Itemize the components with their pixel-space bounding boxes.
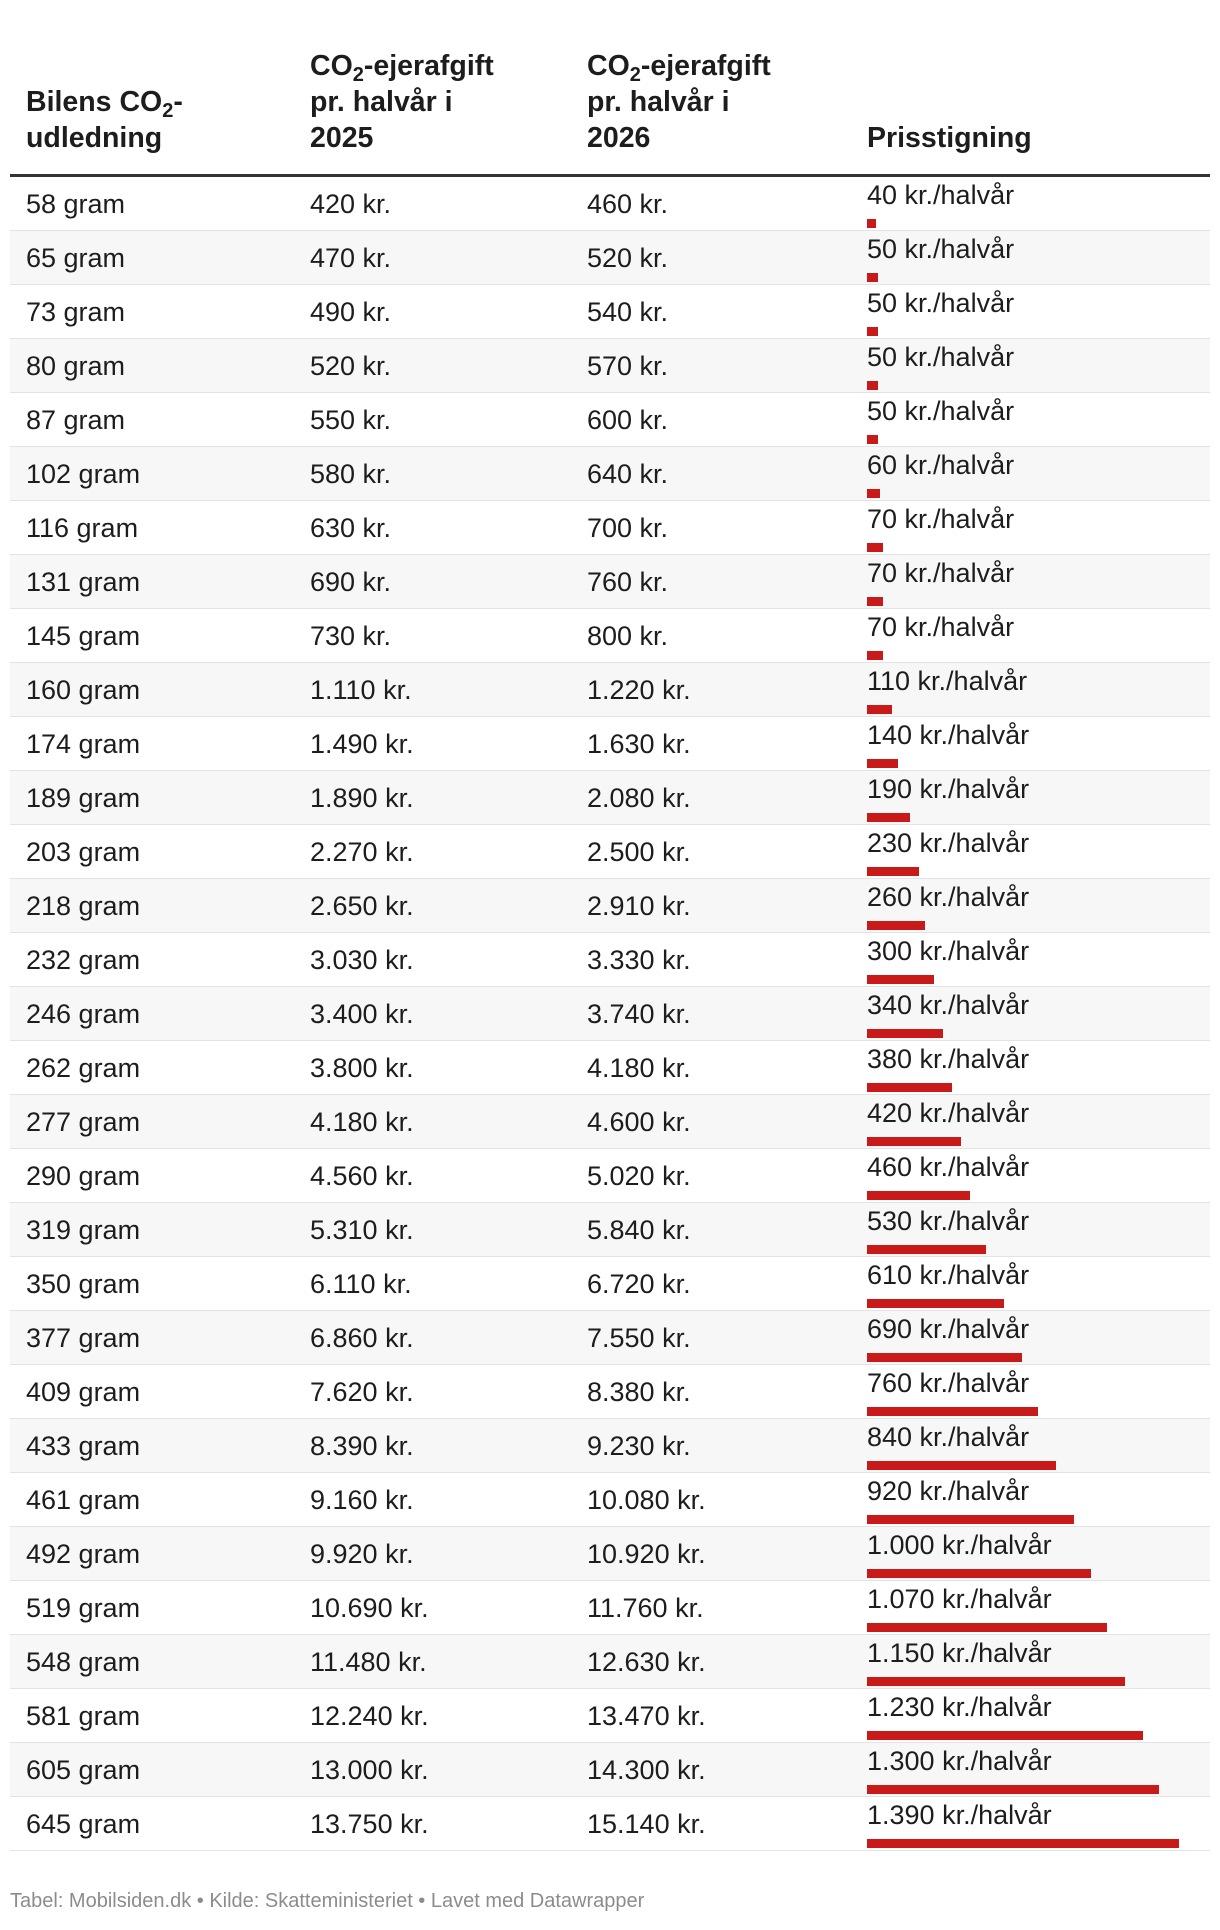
emission-cell: 160 gram bbox=[26, 675, 141, 705]
emission-cell: 277 gram bbox=[26, 1107, 141, 1137]
increase-bar bbox=[867, 381, 878, 390]
increase-bar bbox=[867, 543, 883, 552]
tax-2025-cell: 13.000 kr. bbox=[310, 1755, 429, 1785]
increase-label: 1.300 kr./halvår bbox=[867, 1746, 1052, 1776]
increase-bar bbox=[867, 1515, 1074, 1524]
increase-label: 1.150 kr./halvår bbox=[867, 1638, 1052, 1668]
tax-2025-cell: 1.110 kr. bbox=[310, 675, 412, 705]
increase-label: 70 kr./halvår bbox=[867, 612, 1015, 642]
increase-label: 110 kr./halvår bbox=[867, 666, 1028, 696]
table-body bbox=[10, 177, 1210, 1851]
emission-cell: 519 gram bbox=[26, 1593, 141, 1623]
emission-cell: 581 gram bbox=[26, 1701, 141, 1731]
tax-2025-cell: 2.270 kr. bbox=[310, 837, 414, 867]
tax-2025-cell: 550 kr. bbox=[310, 405, 392, 435]
emission-cell: 433 gram bbox=[26, 1431, 141, 1461]
tax-2026-cell: 13.470 kr. bbox=[587, 1701, 706, 1731]
table-row bbox=[10, 1635, 1210, 1689]
table-row bbox=[10, 663, 1210, 717]
increase-bar bbox=[867, 1083, 952, 1092]
tax-2026-cell: 600 kr. bbox=[587, 405, 669, 435]
emission-cell: 203 gram bbox=[26, 837, 141, 867]
increase-bar bbox=[867, 1191, 970, 1200]
increase-bar bbox=[867, 759, 898, 768]
increase-bar bbox=[867, 651, 883, 660]
tax-2026-cell: 5.840 kr. bbox=[587, 1215, 691, 1245]
tax-2025-cell: 3.800 kr. bbox=[310, 1053, 414, 1083]
table-row bbox=[10, 231, 1210, 285]
table-row bbox=[10, 1203, 1210, 1257]
emission-cell: 218 gram bbox=[26, 891, 141, 921]
increase-bar bbox=[867, 1731, 1143, 1740]
increase-bar bbox=[867, 1245, 986, 1254]
tax-2026-cell: 800 kr. bbox=[587, 621, 669, 651]
table-row bbox=[10, 825, 1210, 879]
tax-2026-cell: 460 kr. bbox=[587, 189, 669, 219]
tax-2026-cell: 2.500 kr. bbox=[587, 837, 691, 867]
increase-label: 60 kr./halvår bbox=[867, 450, 1015, 480]
emission-cell: 290 gram bbox=[26, 1161, 141, 1191]
emission-cell: 461 gram bbox=[26, 1485, 141, 1515]
tax-2026-cell: 640 kr. bbox=[587, 459, 669, 489]
tax-2026-cell: 4.180 kr. bbox=[587, 1053, 691, 1083]
header-emission[interactable] bbox=[26, 84, 183, 156]
emission-cell: 605 gram bbox=[26, 1755, 141, 1785]
table-row bbox=[10, 1419, 1210, 1473]
tax-2025-cell: 2.650 kr. bbox=[310, 891, 414, 921]
increase-label: 610 kr./halvår bbox=[867, 1260, 1030, 1290]
increase-label: 420 kr./halvår bbox=[867, 1098, 1030, 1128]
increase-label: 1.070 kr./halvår bbox=[867, 1584, 1052, 1614]
increase-bar bbox=[867, 435, 878, 444]
increase-bar bbox=[867, 975, 934, 984]
tax-2025-cell: 9.160 kr. bbox=[310, 1485, 414, 1515]
tax-2025-cell: 4.560 kr. bbox=[310, 1161, 414, 1191]
emission-cell: 73 gram bbox=[26, 297, 126, 327]
tax-2026-cell: 15.140 kr. bbox=[587, 1809, 706, 1839]
header-emission-text: Bilens $CO_2-$ udledning bbox=[26, 86, 183, 154]
increase-label: 690 kr./halvår bbox=[867, 1314, 1030, 1344]
emission-cell: 548 gram bbox=[26, 1647, 141, 1677]
table-row bbox=[10, 177, 1210, 231]
tax-2025-cell: 9.920 kr. bbox=[310, 1539, 414, 1569]
tax-2025-cell: 520 kr. bbox=[310, 351, 392, 381]
increase-label: 1.000 kr./halvår bbox=[867, 1530, 1052, 1560]
increase-bar bbox=[867, 1353, 1022, 1362]
emission-cell: 80 gram bbox=[26, 351, 126, 381]
tax-2026-cell: 11.760 kr. bbox=[587, 1593, 704, 1623]
tax-2026-cell: 3.330 kr. bbox=[587, 945, 691, 975]
tax-2026-cell: 1.220 kr. bbox=[587, 675, 691, 705]
table-header bbox=[10, 0, 1210, 177]
tax-2026-cell: 700 kr. bbox=[587, 513, 669, 543]
increase-bar bbox=[867, 1623, 1107, 1632]
table-row bbox=[10, 447, 1210, 501]
tax-2026-cell: 3.740 kr. bbox=[587, 999, 691, 1029]
increase-label: 190 kr./halvår bbox=[867, 774, 1030, 804]
increase-label: 380 kr./halvår bbox=[867, 1044, 1030, 1074]
tax-2025-cell: 690 kr. bbox=[310, 567, 392, 597]
emission-cell: 87 gram bbox=[26, 405, 126, 435]
tax-2025-cell: 490 kr. bbox=[310, 297, 392, 327]
tax-2026-cell: 5.020 kr. bbox=[587, 1161, 691, 1191]
table-row bbox=[10, 339, 1210, 393]
tax-2026-cell: 760 kr. bbox=[587, 567, 669, 597]
tax-2026-cell: 8.380 kr. bbox=[587, 1377, 691, 1407]
emission-cell: 492 gram bbox=[26, 1539, 141, 1569]
increase-bar bbox=[867, 867, 919, 876]
increase-bar bbox=[867, 597, 883, 606]
increase-bar bbox=[867, 1299, 1004, 1308]
table-row bbox=[10, 933, 1210, 987]
table-row bbox=[10, 1311, 1210, 1365]
increase-bar bbox=[867, 219, 876, 228]
tax-2026-cell: 1.630 kr. bbox=[587, 729, 691, 759]
emission-cell: 145 gram bbox=[26, 621, 141, 651]
tax-2025-cell: 4.180 kr. bbox=[310, 1107, 414, 1137]
emission-cell: 319 gram bbox=[26, 1215, 141, 1245]
emission-cell: 262 gram bbox=[26, 1053, 141, 1083]
tax-2025-cell: 3.400 kr. bbox=[310, 999, 414, 1029]
emission-cell: 131 gram bbox=[26, 567, 141, 597]
increase-label: 530 kr./halvår bbox=[867, 1206, 1030, 1236]
increase-label: 70 kr./halvår bbox=[867, 504, 1015, 534]
increase-label: 50 kr./halvår bbox=[867, 396, 1015, 426]
emission-cell: 58 gram bbox=[26, 189, 126, 219]
tax-2025-cell: 5.310 kr. bbox=[310, 1215, 414, 1245]
increase-label: 260 kr./halvår bbox=[867, 882, 1030, 912]
tax-2025-cell: 7.620 kr. bbox=[310, 1377, 414, 1407]
increase-bar bbox=[867, 1407, 1038, 1416]
tax-2026-cell: 4.600 kr. bbox=[587, 1107, 691, 1137]
tax-2025-cell: 10.690 kr. bbox=[310, 1593, 429, 1623]
increase-bar bbox=[867, 327, 878, 336]
header-price-increase[interactable] bbox=[867, 120, 1032, 156]
emission-cell: 102 gram bbox=[26, 459, 141, 489]
emission-cell: 645 gram bbox=[26, 1809, 141, 1839]
emission-cell: 232 gram bbox=[26, 945, 141, 975]
tax-2025-cell: 1.890 kr. bbox=[310, 783, 414, 813]
table-row bbox=[10, 501, 1210, 555]
emission-cell: 409 gram bbox=[26, 1377, 141, 1407]
footer-credits: Tabel: Mobilsiden.dk • Kilde: Skatteministeriet • Lavet med Datawrapper bbox=[10, 1890, 645, 1912]
header-tax-2026-text: $CO_2$-ejerafgift pr. halvår i 2026 bbox=[587, 50, 771, 154]
tax-2025-cell: 11.480 kr. bbox=[310, 1647, 427, 1677]
table-row bbox=[10, 1095, 1210, 1149]
increase-label: 70 kr./halvår bbox=[867, 558, 1015, 588]
emission-cell: 246 gram bbox=[26, 999, 141, 1029]
tax-2026-cell: 7.550 kr. bbox=[587, 1323, 691, 1353]
increase-label: 50 kr./halvår bbox=[867, 342, 1015, 372]
tax-2025-cell: 8.390 kr. bbox=[310, 1431, 414, 1461]
increase-label: 50 kr./halvår bbox=[867, 288, 1015, 318]
tax-2025-cell: 630 kr. bbox=[310, 513, 392, 543]
increase-bar bbox=[867, 813, 910, 822]
table-row bbox=[10, 1581, 1210, 1635]
increase-label: 760 kr./halvår bbox=[867, 1368, 1030, 1398]
header-tax-2025-text: $CO_2$-ejerafgift pr. halvår i 2025 bbox=[310, 50, 494, 154]
table-row bbox=[10, 987, 1210, 1041]
tax-2025-cell: 580 kr. bbox=[310, 459, 392, 489]
increase-bar bbox=[867, 1137, 961, 1146]
emission-cell: 189 gram bbox=[26, 783, 141, 813]
header-tax-2026[interactable] bbox=[587, 48, 771, 156]
data-table bbox=[10, 0, 1210, 1851]
tax-2025-cell: 3.030 kr. bbox=[310, 945, 414, 975]
table-row bbox=[10, 771, 1210, 825]
table-row bbox=[10, 1689, 1210, 1743]
increase-label: 920 kr./halvår bbox=[867, 1476, 1030, 1506]
tax-2026-cell: 9.230 kr. bbox=[587, 1431, 691, 1461]
table-row bbox=[10, 1149, 1210, 1203]
table-row bbox=[10, 879, 1210, 933]
tax-2025-cell: 6.110 kr. bbox=[310, 1269, 412, 1299]
table-row bbox=[10, 717, 1210, 771]
emission-cell: 65 gram bbox=[26, 243, 126, 273]
increase-bar bbox=[867, 921, 925, 930]
tax-2025-cell: 13.750 kr. bbox=[310, 1809, 429, 1839]
header-price-increase-text: Prisstigning bbox=[867, 122, 1032, 154]
increase-label: 40 kr./halvår bbox=[867, 180, 1015, 210]
tax-2026-cell: 2.910 kr. bbox=[587, 891, 691, 921]
table-row bbox=[10, 609, 1210, 663]
tax-2026-cell: 6.720 kr. bbox=[587, 1269, 691, 1299]
increase-label: 140 kr./halvår bbox=[867, 720, 1030, 750]
tax-2025-cell: 420 kr. bbox=[310, 189, 392, 219]
increase-label: 50 kr./halvår bbox=[867, 234, 1015, 264]
table-row bbox=[10, 555, 1210, 609]
table-row bbox=[10, 285, 1210, 339]
table-row bbox=[10, 1743, 1210, 1797]
tax-2025-cell: 470 kr. bbox=[310, 243, 392, 273]
tax-2025-cell: 12.240 kr. bbox=[310, 1701, 429, 1731]
increase-bar bbox=[867, 1569, 1091, 1578]
increase-bar bbox=[867, 273, 878, 282]
increase-label: 460 kr./halvår bbox=[867, 1152, 1030, 1182]
tax-2026-cell: 520 kr. bbox=[587, 243, 669, 273]
increase-label: 840 kr./halvår bbox=[867, 1422, 1030, 1452]
increase-bar bbox=[867, 705, 892, 714]
tax-2025-cell: 6.860 kr. bbox=[310, 1323, 414, 1353]
tax-2026-cell: 10.080 kr. bbox=[587, 1485, 706, 1515]
table-row bbox=[10, 1527, 1210, 1581]
tax-2025-cell: 730 kr. bbox=[310, 621, 392, 651]
emission-cell: 116 gram bbox=[26, 513, 139, 543]
emission-cell: 350 gram bbox=[26, 1269, 141, 1299]
increase-bar bbox=[867, 489, 880, 498]
increase-bar bbox=[867, 1029, 943, 1038]
increase-label: 1.230 kr./halvår bbox=[867, 1692, 1052, 1722]
increase-label: 340 kr./halvår bbox=[867, 990, 1030, 1020]
emission-cell: 174 gram bbox=[26, 729, 141, 759]
increase-label: 300 kr./halvår bbox=[867, 936, 1030, 966]
tax-2026-cell: 12.630 kr. bbox=[587, 1647, 706, 1677]
tax-2026-cell: 570 kr. bbox=[587, 351, 669, 381]
increase-bar bbox=[867, 1461, 1056, 1470]
emission-cell: 377 gram bbox=[26, 1323, 141, 1353]
tax-2026-cell: 10.920 kr. bbox=[587, 1539, 706, 1569]
tax-2026-cell: 2.080 kr. bbox=[587, 783, 691, 813]
table-row bbox=[10, 393, 1210, 447]
table-row bbox=[10, 1365, 1210, 1419]
table-row bbox=[10, 1041, 1210, 1095]
increase-bar bbox=[867, 1677, 1125, 1686]
increase-bar bbox=[867, 1785, 1159, 1794]
table-row bbox=[10, 1473, 1210, 1527]
table-row bbox=[10, 1797, 1210, 1851]
tax-2025-cell: 1.490 kr. bbox=[310, 729, 414, 759]
header-tax-2025[interactable] bbox=[310, 48, 494, 156]
increase-bar bbox=[867, 1839, 1179, 1848]
increase-label: 230 kr./halvår bbox=[867, 828, 1030, 858]
tax-2026-cell: 14.300 kr. bbox=[587, 1755, 706, 1785]
increase-label: 1.390 kr./halvår bbox=[867, 1800, 1052, 1830]
table-row bbox=[10, 1257, 1210, 1311]
tax-2026-cell: 540 kr. bbox=[587, 297, 669, 327]
